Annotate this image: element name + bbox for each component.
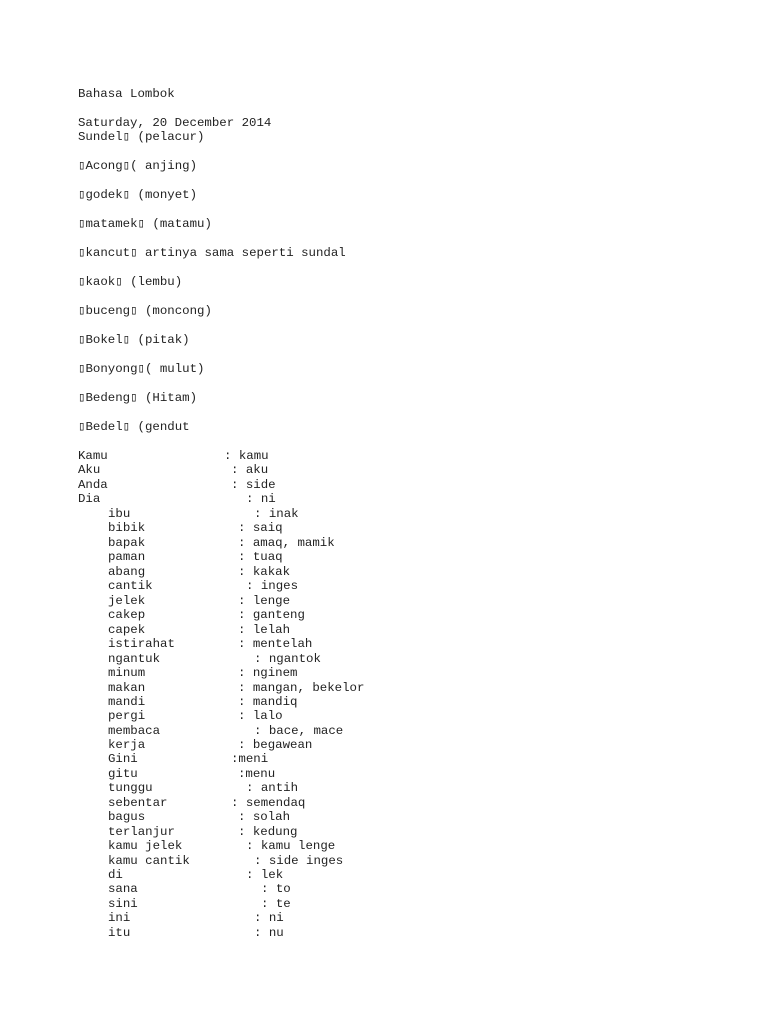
term-line: ▯Acong▯( anjing) (78, 159, 198, 173)
term-line: ▯kancut▯ artinya sama seperti sundal (78, 246, 346, 260)
vocab-meaning: : side (231, 478, 276, 492)
vocab-word: mandi (108, 695, 146, 709)
vocab-meaning: : saiq (238, 521, 283, 535)
vocab-word: cakep (108, 608, 146, 622)
vocab-word: itu (108, 926, 131, 940)
vocab-word: ibu (108, 507, 131, 521)
vocab-meaning: :menu (238, 767, 276, 781)
vocab-meaning: : kedung (238, 825, 298, 839)
vocab-meaning: : lenge (238, 594, 291, 608)
term-line: ▯kaok▯ (lembu) (78, 275, 183, 289)
term-line: ▯Bokel▯ (pitak) (78, 333, 190, 347)
vocab-meaning: : inges (246, 579, 299, 593)
vocab-word: Kamu (78, 449, 108, 463)
vocab-word: istirahat (108, 637, 175, 651)
vocab-meaning: : aku (231, 463, 269, 477)
vocab-meaning: : amaq, mamik (238, 536, 335, 550)
vocab-word: terlanjur (108, 825, 175, 839)
vocab-meaning: : kamu lenge (246, 839, 336, 853)
term-line: ▯Bedel▯ (gendut (78, 420, 190, 434)
vocab-word: makan (108, 681, 146, 695)
vocab-word: kamu jelek (108, 839, 183, 853)
vocab-meaning: : lalo (238, 709, 283, 723)
vocab-meaning: : kamu (224, 449, 269, 463)
vocab-meaning: : semendaq (231, 796, 306, 810)
vocab-word: sana (108, 882, 138, 896)
vocab-word: sebentar (108, 796, 168, 810)
vocab-word: Aku (78, 463, 101, 477)
vocab-meaning: : ni (246, 492, 276, 506)
vocab-word: ngantuk (108, 652, 161, 666)
vocab-word: di (108, 868, 123, 882)
vocab-word: Dia (78, 492, 101, 506)
vocab-word: ini (108, 911, 131, 925)
vocab-meaning: : lelah (238, 623, 291, 637)
term-line: ▯Bonyong▯( mulut) (78, 362, 205, 376)
vocab-word: sini (108, 897, 138, 911)
vocab-word: gitu (108, 767, 138, 781)
term-line: ▯Bedeng▯ (Hitam) (78, 391, 198, 405)
document-date: Saturday, 20 December 2014 (78, 116, 272, 130)
vocab-word: kerja (108, 738, 146, 752)
vocab-meaning: :meni (231, 752, 269, 766)
vocab-meaning: : mentelah (238, 637, 313, 651)
vocab-word: membaca (108, 724, 161, 738)
vocab-meaning: : inak (254, 507, 299, 521)
vocab-meaning: : te (261, 897, 291, 911)
vocab-word: bibik (108, 521, 146, 535)
vocab-word: Gini (108, 752, 138, 766)
vocab-word: bapak (108, 536, 146, 550)
term-line: Sundel▯ (pelacur) (78, 130, 205, 144)
vocab-word: tunggu (108, 781, 153, 795)
term-line: ▯godek▯ (monyet) (78, 188, 198, 202)
vocab-word: bagus (108, 810, 146, 824)
vocab-meaning: : tuaq (238, 550, 283, 564)
term-line: ▯matamek▯ (matamu) (78, 217, 212, 231)
vocab-meaning: : mangan, bekelor (238, 681, 365, 695)
vocab-word: capek (108, 623, 146, 637)
vocab-meaning: : antih (246, 781, 299, 795)
vocab-meaning: : ni (254, 911, 284, 925)
vocab-meaning: : nginem (238, 666, 298, 680)
vocab-word: jelek (108, 594, 146, 608)
term-line: ▯buceng▯ (moncong) (78, 304, 212, 318)
vocab-word: paman (108, 550, 146, 564)
document-title: Bahasa Lombok (78, 87, 175, 101)
vocab-meaning: : ganteng (238, 608, 305, 622)
vocab-meaning: : nu (254, 926, 284, 940)
vocab-meaning: : to (261, 882, 291, 896)
vocab-meaning: : mandiq (238, 695, 298, 709)
vocab-meaning: : begawean (238, 738, 313, 752)
vocab-word: cantik (108, 579, 153, 593)
vocab-word: kamu cantik (108, 854, 190, 868)
vocab-meaning: : kakak (238, 565, 291, 579)
vocab-meaning: : bace, mace (254, 724, 344, 738)
vocab-meaning: : ngantok (254, 652, 321, 666)
vocab-meaning: : solah (238, 810, 291, 824)
vocab-word: Anda (78, 478, 108, 492)
vocab-word: pergi (108, 709, 146, 723)
vocab-meaning: : side inges (254, 854, 344, 868)
vocab-word: abang (108, 565, 146, 579)
vocab-word: minum (108, 666, 146, 680)
vocab-meaning: : lek (246, 868, 284, 882)
